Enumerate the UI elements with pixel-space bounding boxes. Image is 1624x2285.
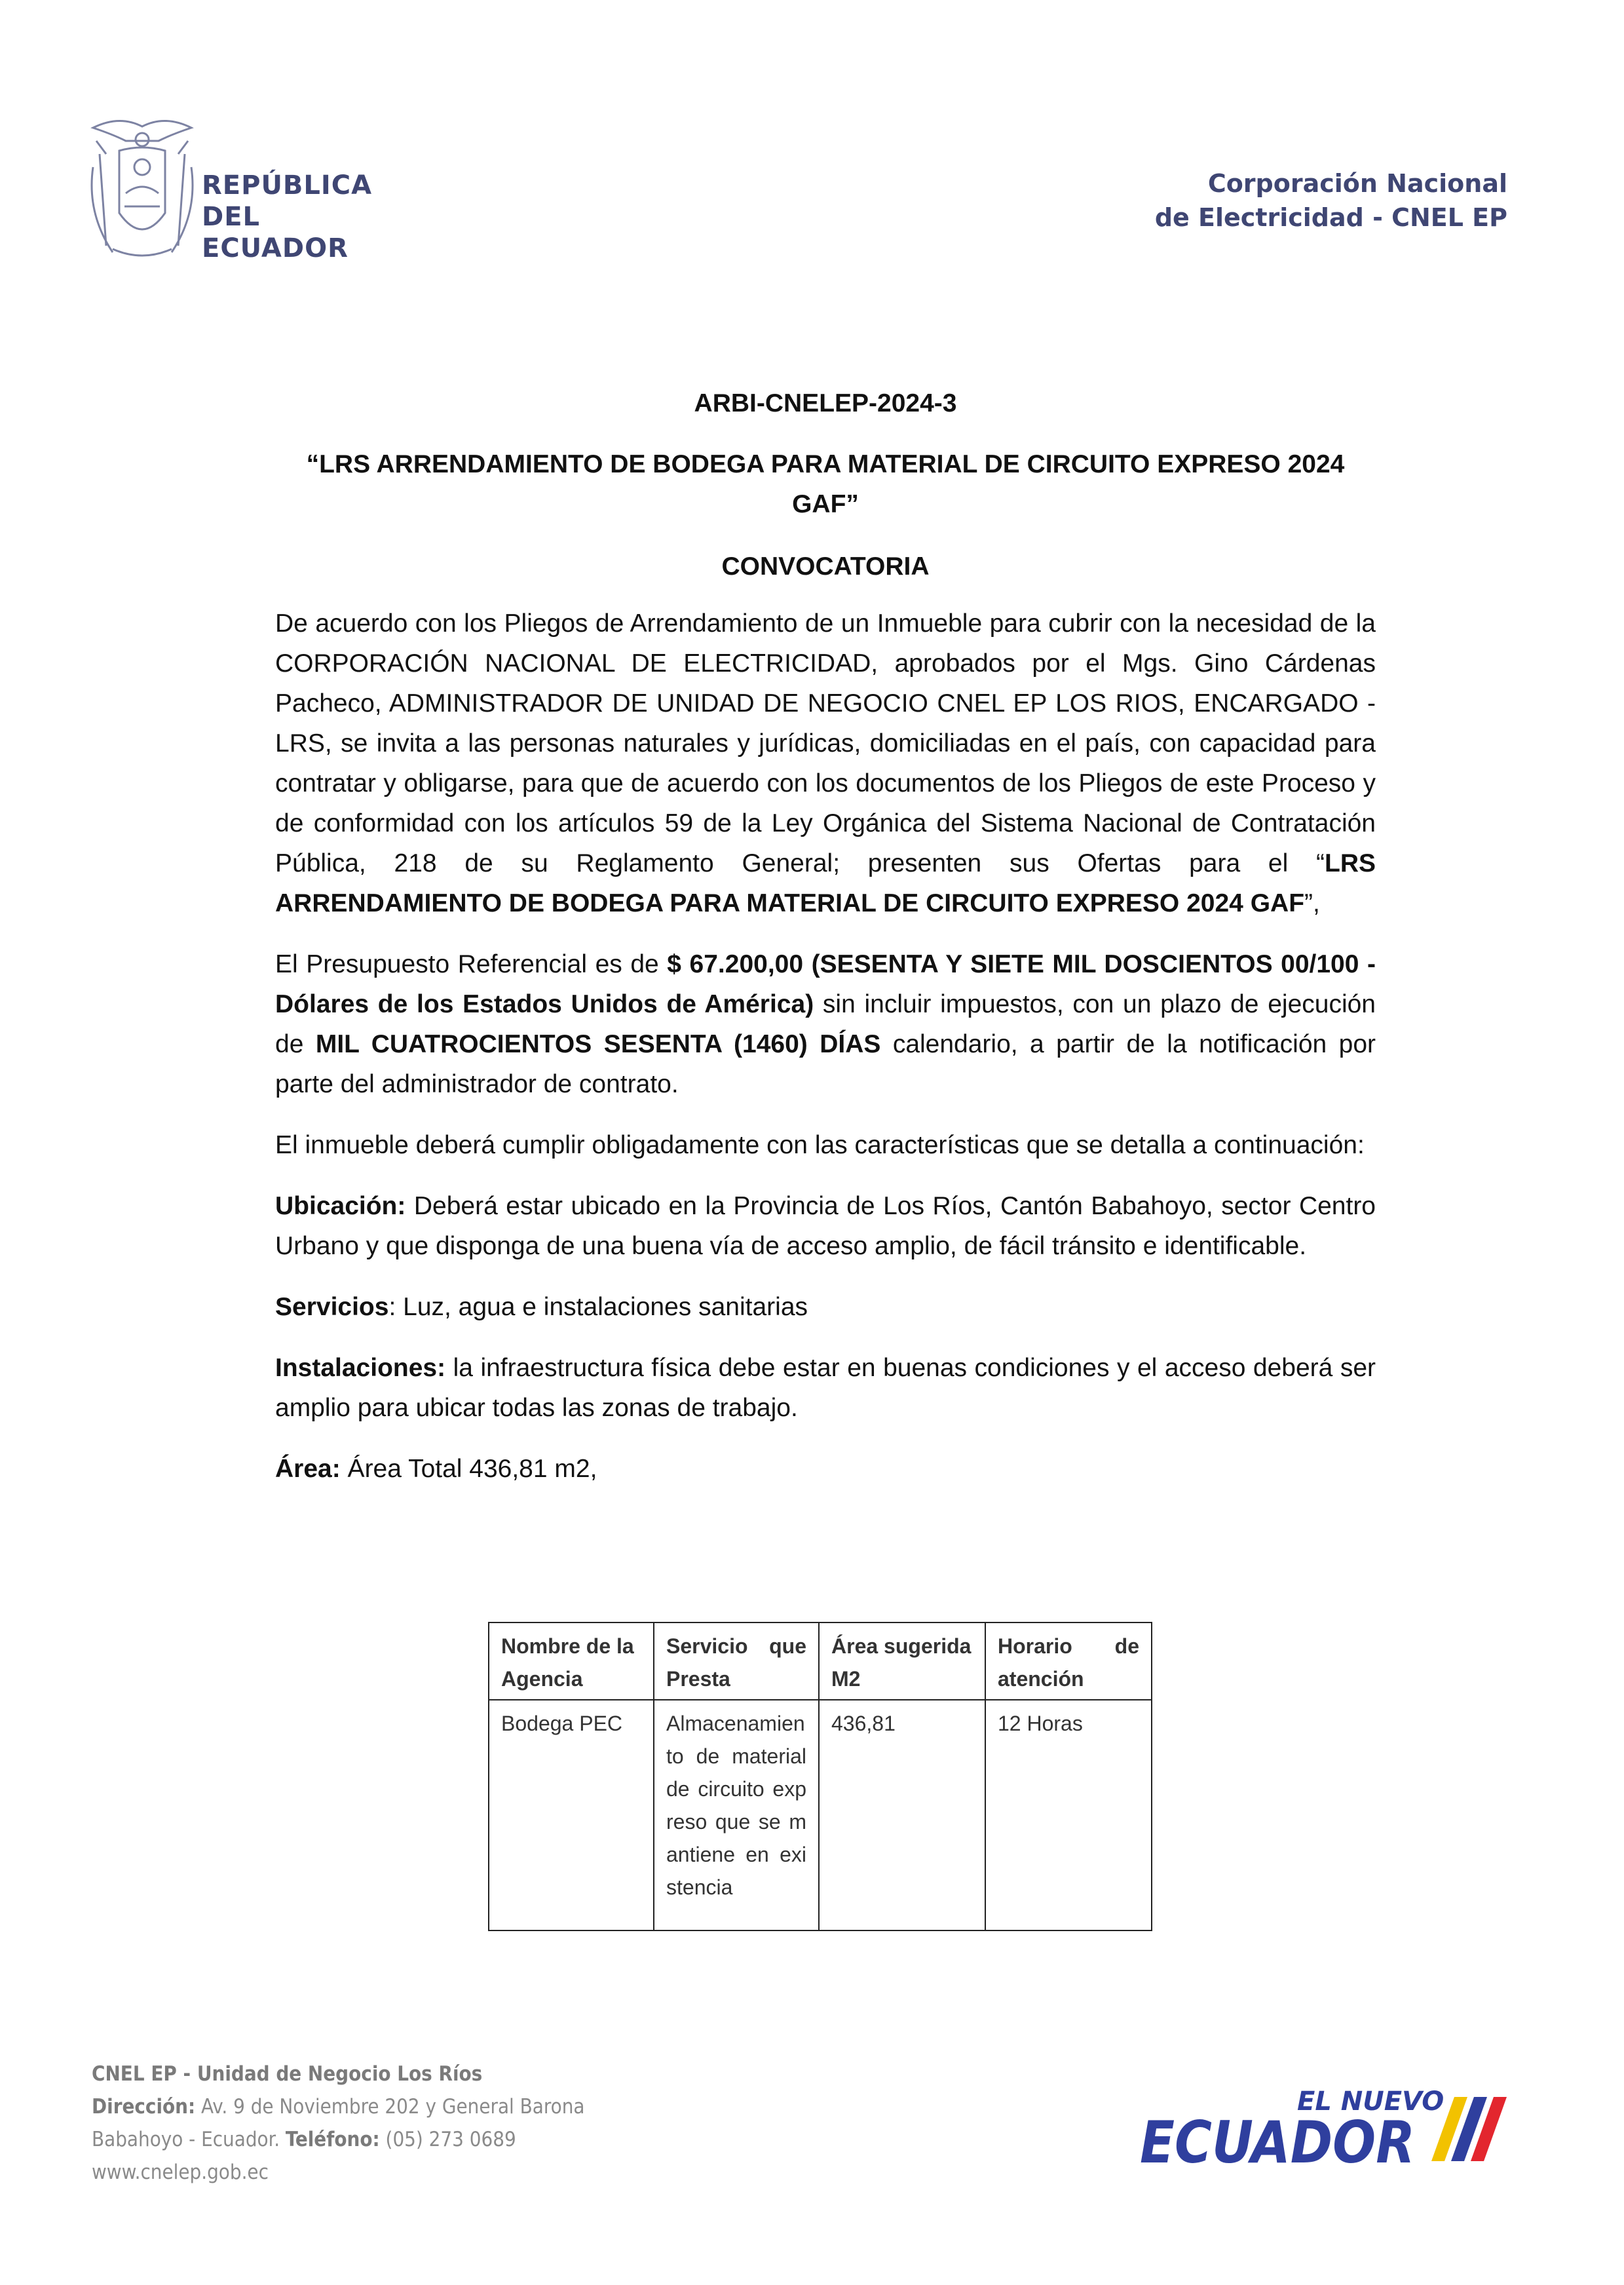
document-heading: CONVOCATORIA (721, 552, 930, 581)
p1-text: De acuerdo con los Pliegos de Arrendamiento de un Inmueble para cubrir con la necesidad de la CORPORACIÓN NACIONAL DE ELECTRICIDAD, aprobados por el Mgs. Gino Cárdenas Pacheco, ADMINISTRADOR DE UNIDAD DE NEGOCIO CNEL EP LOS RIOS, ENCARGADO - LRS, se invita a las personas naturales y jurídicas, domiciliadas en el país, con capacidad para contratar y obligarse, para que de acuerdo con los documentos de los Pliegos de este Proceso y de conformidad con los artículos 59 de la Ley Orgánica del Sistema Nacional de Contratación Pública, 218 de su Reglamento General; presenten sus Ofertas para el “ (275, 609, 1376, 877)
paragraph-ubicacion (275, 1186, 1376, 1266)
republica-logo-text (202, 170, 375, 264)
cnel-header-line-2: de Electricidad - CNEL EP (1154, 203, 1507, 232)
table-cell: Bodega PEC (489, 1700, 654, 1930)
el-nuevo-ecuador-logo (1133, 2084, 1526, 2169)
footer-phone-label: Teléfono: (285, 2128, 380, 2151)
servicios-text: : Luz, agua e instalaciones sanitarias (388, 1293, 808, 1321)
ubicacion-label: Ubicación: (275, 1192, 406, 1220)
paragraph-caracteristicas: El inmueble deberá cumplir obligadamente con las características que se detalla a continuación: (275, 1131, 1365, 1159)
servicios-label: Servicios (275, 1293, 389, 1321)
area-label: Área: (275, 1455, 341, 1483)
footer-unit: CNEL EP - Unidad de Negocio Los Ríos (92, 2062, 483, 2086)
table-header-row (489, 1623, 1152, 1700)
republica-logo (73, 115, 375, 265)
p2-term: MIL CUATROCIENTOS SESENTA (1460) DÍAS (315, 1030, 881, 1058)
table-row (489, 1700, 1152, 1930)
table-header-cell: Área sugerida M2 (819, 1623, 985, 1700)
footer-city: Babahoyo - Ecuador. (92, 2128, 286, 2151)
paragraph-servicios (275, 1287, 1376, 1327)
paragraph-convocatoria (275, 604, 1376, 923)
area-table (488, 1622, 1152, 1931)
document-body (275, 383, 1376, 1510)
logo-line-2: DEL ECUADOR (202, 202, 349, 263)
p2-e: calendario, a partir de la notificación por parte del administrador de contrato. (275, 1030, 1376, 1098)
p2-amount: $ 67.200,00 (SESENTA Y SIETE MIL DOSCIENTOS 00/100 -Dólares de los Estados Unidos de América) (275, 950, 1376, 1018)
cnel-header (1155, 166, 1507, 235)
paragraph-presupuesto (275, 944, 1376, 1104)
ubicacion-text: Deberá estar ubicado en la Provincia de Los Ríos, Cantón Babahoyo, sector Centro Urbano y que disponga de una buena vía de acceso amplio, de fácil tránsito e identificable. (275, 1192, 1376, 1260)
p2-c: sin incluir impuestos, con un plazo de ejecución de (275, 990, 1376, 1058)
p1-bold: LRS ARRENDAMIENTO DE BODEGA PARA MATERIAL DE CIRCUITO EXPRESO 2024 GAF (275, 849, 1376, 917)
paragraph-instalaciones (275, 1348, 1376, 1428)
p2-a: El Presupuesto Referencial es de (275, 950, 668, 978)
cnel-header-line-1: Corporación Nacional (1207, 169, 1507, 198)
slogan-main: ECUADOR (1140, 2109, 1415, 2169)
document-title: “LRS ARRENDAMIENTO DE BODEGA PARA MATERIAL DE CIRCUITO EXPRESO 2024 GAF” (306, 450, 1345, 518)
table-cell: Almacenamiento de material de circuito expreso que se mantiene en existencia (654, 1700, 819, 1930)
table-cell: 436,81 (819, 1700, 985, 1930)
instalaciones-text: la infraestructura física debe estar en buenas condiciones y el acceso deberá ser amplio para ubicar todas las zonas de trabajo. (275, 1354, 1376, 1422)
table-cell: 12 Horas (985, 1700, 1152, 1930)
p1-end: ”, (1304, 889, 1320, 917)
footer-address-label: Dirección: (92, 2095, 196, 2119)
table-header-cell: Servicio que Presta (654, 1623, 819, 1700)
paragraph-area (275, 1449, 1376, 1489)
area-text: Área Total 436,81 m2, (340, 1455, 597, 1483)
footer-contact (92, 2058, 584, 2189)
coat-of-arms-icon (73, 115, 211, 265)
footer-phone: (05) 273 0689 (379, 2128, 516, 2151)
slogan-top: EL NUEVO (1297, 2086, 1445, 2117)
document-code: ARBI-CNELEP-2024-3 (694, 389, 957, 417)
table-header-cell: Horario de atención (985, 1623, 1152, 1700)
instalaciones-label: Instalaciones: (275, 1354, 446, 1382)
footer-address: Av. 9 de Noviembre 202 y General Barona (195, 2095, 585, 2119)
logo-line-1: REPÚBLICA (202, 170, 373, 201)
table-header-cell: Nombre de la Agencia (489, 1623, 654, 1700)
footer-website: www.cnelep.gob.ec (92, 2160, 269, 2184)
